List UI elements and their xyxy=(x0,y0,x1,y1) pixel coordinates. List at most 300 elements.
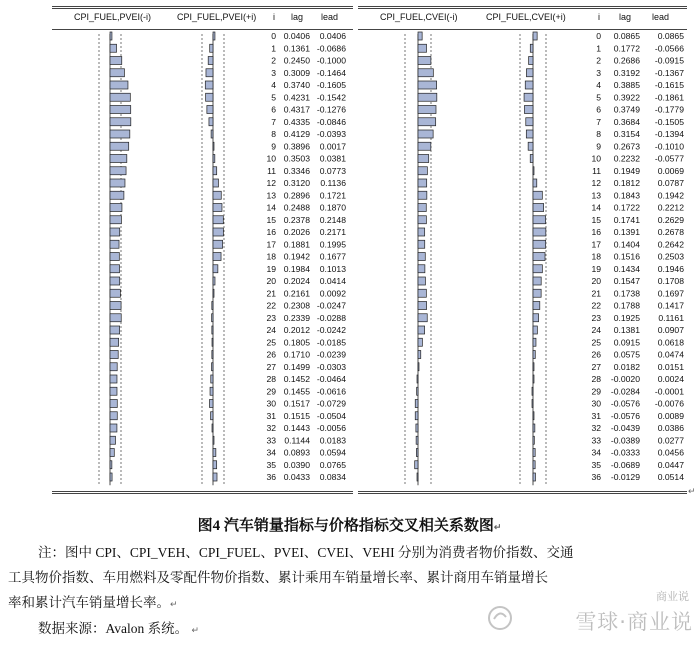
lag-bar xyxy=(418,142,431,150)
lag-index-label: 34 xyxy=(591,447,601,458)
lag-index-label: 32 xyxy=(266,423,276,433)
lag-value-label: 0.1710 xyxy=(283,349,310,360)
lag-bar xyxy=(110,387,117,395)
lead-value-label: -0.0464 xyxy=(316,374,346,384)
lead-value-label: 0.0277 xyxy=(657,435,684,446)
lag-value-label: 0.3749 xyxy=(613,104,640,115)
lead-bar xyxy=(213,167,217,175)
lead-value-label: 0.2148 xyxy=(319,214,346,225)
lead-value-label: -0.0915 xyxy=(654,55,684,66)
lag-bar xyxy=(418,216,426,224)
lead-bar xyxy=(207,106,213,114)
lead-value-label: -0.0616 xyxy=(316,386,346,397)
lag-bar xyxy=(110,277,120,285)
lag-index-label: 5 xyxy=(271,92,276,103)
lag-index-label: 30 xyxy=(591,398,601,409)
lag-index-label: 2 xyxy=(271,55,276,66)
lag-index-label: 4 xyxy=(271,80,276,90)
lead-bar xyxy=(533,449,535,457)
lag-bar xyxy=(416,424,418,432)
lag-index-label: 13 xyxy=(591,190,601,201)
lag-index-label: 0 xyxy=(271,31,276,41)
lag-bar xyxy=(417,375,418,383)
lag-bar xyxy=(418,69,433,77)
lag-index-label: 33 xyxy=(266,435,276,446)
lag-bar xyxy=(110,44,117,52)
lead-value-label: 0.0386 xyxy=(657,423,684,433)
lead-bar xyxy=(533,363,534,371)
lag-bar xyxy=(110,93,130,101)
lead-value-label: -0.1861 xyxy=(654,92,684,103)
lag-bar xyxy=(418,167,427,175)
lead-bar xyxy=(211,412,213,420)
lag-value-label: 0.4317 xyxy=(283,104,310,115)
lead-value-label: 0.0447 xyxy=(657,459,684,470)
lead-bar xyxy=(211,375,213,383)
lag-value-label: 0.2686 xyxy=(613,55,640,66)
lead-value-label: -0.1367 xyxy=(654,67,684,78)
lag-index-label: 5 xyxy=(596,92,601,103)
lag-index-label: 14 xyxy=(591,202,601,213)
lead-value-label: 0.0618 xyxy=(657,337,684,348)
lead-value-label: 0.1136 xyxy=(320,178,346,188)
lag-bar xyxy=(110,69,124,77)
lead-value-label: -0.1605 xyxy=(316,80,346,90)
lead-bar xyxy=(533,253,545,261)
lead-bar xyxy=(213,277,215,285)
lag-bar xyxy=(110,81,128,89)
lead-bar xyxy=(533,302,540,310)
lag-index-label: 11 xyxy=(267,165,276,176)
lag-value-label: 0.2024 xyxy=(283,276,310,286)
lead-bar xyxy=(213,204,222,212)
header-plot-lead: CPI_FUEL,CVEI(+i) xyxy=(486,12,566,22)
lag-bar xyxy=(110,216,121,224)
lead-bar xyxy=(530,44,533,52)
bottom-rule-1 xyxy=(358,491,687,492)
lag-value-label: 0.1772 xyxy=(613,43,640,54)
lead-bar xyxy=(524,93,533,101)
lead-value-label: -0.0303 xyxy=(316,361,346,372)
lead-value-label: 0.0151 xyxy=(657,361,684,372)
lead-bar xyxy=(212,351,213,359)
lag-bar xyxy=(418,363,419,371)
lead-bar xyxy=(206,93,213,101)
lag-index-label: 25 xyxy=(591,337,601,348)
lag-index-label: 18 xyxy=(591,251,601,262)
lead-value-label: 0.0183 xyxy=(319,435,346,446)
lag-value-label: 0.2026 xyxy=(283,227,310,237)
lead-value-label: 0.0089 xyxy=(657,410,684,421)
lead-value-label: 0.1870 xyxy=(319,202,346,213)
lag-bar xyxy=(418,277,425,285)
paragraph-mark: ↵ xyxy=(493,522,502,532)
lead-bar xyxy=(533,179,537,187)
lag-bar xyxy=(110,179,125,187)
lead-value-label: 0.2642 xyxy=(657,239,684,250)
lag-value-label: 0.1404 xyxy=(613,239,640,250)
lead-bar xyxy=(533,228,546,236)
lead-bar xyxy=(533,338,536,346)
lag-value-label: 0.0406 xyxy=(283,31,310,41)
lag-bar xyxy=(110,400,117,408)
lead-bar xyxy=(526,130,533,138)
lead-value-label: -0.1505 xyxy=(654,116,684,127)
lead-bar xyxy=(212,338,213,346)
lead-bar xyxy=(530,155,533,163)
lag-value-label: -0.0284 xyxy=(610,386,640,397)
lag-index-label: 9 xyxy=(596,141,601,152)
lead-value-label: -0.0247 xyxy=(316,300,346,311)
header-plot-lag: CPI_FUEL,CVEI(-i) xyxy=(380,12,458,22)
lead-value-label: 0.1995 xyxy=(319,239,346,250)
lag-index-label: 19 xyxy=(591,263,601,274)
lag-index-label: 23 xyxy=(266,312,276,323)
lead-bar xyxy=(526,118,533,126)
lag-bar xyxy=(418,130,433,138)
lead-bar xyxy=(532,400,533,408)
lag-value-label: 0.3009 xyxy=(283,67,310,78)
lead-bar xyxy=(213,436,214,444)
lag-value-label: 0.0575 xyxy=(613,349,640,360)
lag-value-label: 0.3192 xyxy=(613,67,640,78)
lag-bar xyxy=(418,351,421,359)
lead-bar xyxy=(533,461,535,469)
lag-index-label: 1 xyxy=(596,43,601,54)
lag-value-label: 0.1381 xyxy=(613,325,640,335)
lag-index-label: 16 xyxy=(591,227,601,237)
lag-index-label: 29 xyxy=(591,386,601,397)
lag-value-label: 0.1516 xyxy=(613,251,640,262)
lag-value-label: 0.0865 xyxy=(613,31,640,41)
lag-index-label: 35 xyxy=(266,459,276,470)
paragraph-mark: ↵ xyxy=(191,625,200,635)
lag-index-label: 14 xyxy=(266,202,276,213)
lead-value-label: -0.1394 xyxy=(654,129,684,139)
lead-bar xyxy=(212,424,213,432)
lag-index-label: 3 xyxy=(596,67,601,78)
lead-value-label: 0.0787 xyxy=(657,178,684,188)
lead-value-label: 0.0456 xyxy=(657,447,684,458)
lag-index-label: 28 xyxy=(591,374,601,384)
lag-bar xyxy=(418,289,426,297)
lead-value-label: 0.0381 xyxy=(319,153,346,164)
lead-value-label: -0.0577 xyxy=(654,153,684,164)
lag-bar xyxy=(418,253,425,261)
lead-value-label: -0.0056 xyxy=(316,423,346,433)
note-line-1: 注：图中 CPI、CPI_VEH、CPI_FUEL、PVEI、CVEI、VEHI 分别为消费者物价指数、交通 xyxy=(38,545,574,560)
lag-index-label: 23 xyxy=(591,312,601,323)
lag-bar xyxy=(110,326,120,334)
lag-value-label: -0.0020 xyxy=(610,374,640,384)
bottom-rule-2 xyxy=(358,493,687,494)
lag-bar xyxy=(110,240,119,248)
lead-bar xyxy=(526,69,533,77)
lag-value-label: -0.0689 xyxy=(610,459,640,470)
lag-value-label: 0.0433 xyxy=(283,472,310,482)
lag-value-label: 0.3740 xyxy=(283,80,310,90)
lag-index-label: 22 xyxy=(591,300,601,311)
lag-index-label: 10 xyxy=(266,153,276,164)
header-lag: lag xyxy=(619,12,632,22)
lag-bar xyxy=(418,93,437,101)
header-plot-lag: CPI_FUEL,PVEI(-i) xyxy=(74,12,152,22)
lead-bar xyxy=(213,32,215,40)
lag-value-label: 0.1517 xyxy=(283,398,310,409)
lead-value-label: -0.1276 xyxy=(316,104,346,115)
lead-bar xyxy=(210,44,213,52)
lag-value-label: 0.0182 xyxy=(613,361,640,372)
lag-value-label: 0.0893 xyxy=(283,447,310,458)
lead-value-label: -0.0076 xyxy=(654,398,684,409)
lead-bar xyxy=(533,204,544,212)
lag-value-label: 0.2488 xyxy=(283,202,310,213)
lag-bar xyxy=(418,338,422,346)
bottom-rule-1 xyxy=(52,491,353,492)
lead-bar xyxy=(213,179,218,187)
lead-bar xyxy=(529,57,533,65)
lag-index-label: 31 xyxy=(591,410,601,421)
correlogram-panel-right xyxy=(358,4,687,496)
lag-index-label: 27 xyxy=(591,361,601,372)
lag-value-label: 0.1499 xyxy=(283,361,310,372)
lag-value-label: 0.3684 xyxy=(613,116,640,127)
lag-index-label: 36 xyxy=(591,472,601,482)
lag-index-label: 26 xyxy=(266,349,276,360)
lead-bar xyxy=(213,265,218,273)
lead-value-label: 0.0092 xyxy=(319,288,346,299)
lead-value-label: -0.0686 xyxy=(316,43,346,54)
lag-bar xyxy=(110,289,120,297)
lead-bar xyxy=(212,314,213,322)
lag-value-label: -0.0129 xyxy=(610,472,640,482)
lead-bar xyxy=(213,155,215,163)
header-lead: lead xyxy=(652,12,670,22)
lag-bar xyxy=(110,265,120,273)
lag-bar xyxy=(416,436,418,444)
lag-bar xyxy=(110,204,122,212)
lag-index-label: 7 xyxy=(596,116,601,127)
lag-bar xyxy=(110,191,124,199)
lead-bar xyxy=(213,228,223,236)
lead-bar xyxy=(524,106,533,114)
lag-value-label: 0.3154 xyxy=(613,129,640,139)
lag-bar xyxy=(418,314,427,322)
lead-value-label: -0.0288 xyxy=(316,312,346,323)
lag-bar xyxy=(418,179,427,187)
lag-bar xyxy=(110,449,114,457)
lag-value-label: -0.0576 xyxy=(610,410,640,421)
lag-bar xyxy=(418,302,427,310)
lag-value-label: 0.1515 xyxy=(283,410,310,421)
lag-index-label: 30 xyxy=(266,398,276,409)
lag-index-label: 36 xyxy=(266,472,276,482)
lag-bar xyxy=(110,461,112,469)
lead-value-label: -0.0846 xyxy=(316,116,346,127)
lag-bar xyxy=(418,118,436,126)
lag-bar xyxy=(418,326,425,334)
lag-value-label: 0.3120 xyxy=(283,178,310,188)
lag-bar xyxy=(110,130,130,138)
lag-index-label: 6 xyxy=(271,104,276,115)
lead-bar xyxy=(533,375,534,383)
lag-index-label: 19 xyxy=(266,263,276,274)
lag-bar xyxy=(417,387,418,395)
lag-value-label: 0.1547 xyxy=(613,276,640,286)
figure-caption xyxy=(0,514,699,535)
lead-value-label: -0.0239 xyxy=(316,349,346,360)
lag-index-label: 15 xyxy=(591,214,601,225)
lead-value-label: 0.0773 xyxy=(319,165,346,176)
lag-index-label: 18 xyxy=(266,251,276,262)
lead-bar xyxy=(213,461,217,469)
lead-bar xyxy=(205,81,213,89)
lag-value-label: -0.0333 xyxy=(610,447,640,458)
lag-bar xyxy=(418,240,425,248)
lead-value-label: 0.0514 xyxy=(657,472,684,482)
lag-bar xyxy=(110,314,121,322)
lag-bar xyxy=(110,412,117,420)
lead-value-label: 0.2629 xyxy=(657,214,684,225)
lag-value-label: 0.2378 xyxy=(283,214,310,225)
lag-value-label: 0.2232 xyxy=(613,153,640,164)
lag-index-label: 6 xyxy=(596,104,601,115)
lag-bar xyxy=(110,473,112,481)
lag-index-label: 17 xyxy=(591,239,601,250)
lag-index-label: 2 xyxy=(596,55,601,66)
lead-value-label: -0.0185 xyxy=(316,337,346,348)
lag-value-label: 0.4129 xyxy=(283,129,310,139)
lag-bar xyxy=(415,412,418,420)
lag-value-label: 0.4335 xyxy=(283,116,310,127)
lead-value-label: 0.0865 xyxy=(657,31,684,41)
lag-index-label: 24 xyxy=(591,325,601,335)
lead-bar xyxy=(533,32,537,40)
correlogram-right-svg xyxy=(358,4,687,496)
correlogram-panel-left xyxy=(52,4,353,496)
lead-value-label: 0.1677 xyxy=(319,251,346,262)
lag-value-label: 0.1144 xyxy=(284,435,310,446)
lag-bar xyxy=(110,363,117,371)
lag-index-label: 21 xyxy=(266,288,276,299)
lag-value-label: 0.1455 xyxy=(283,386,310,397)
paragraph-mark: ↵ xyxy=(688,486,696,496)
note-line-2: 工具物价指数、车用燃料及零配件物价指数、累计乘用车销量增长率、累计商用车销量增长 xyxy=(8,570,548,585)
lead-bar xyxy=(528,142,533,150)
lead-bar xyxy=(213,191,221,199)
lead-value-label: 0.1417 xyxy=(657,300,684,311)
lag-value-label: 0.3503 xyxy=(283,153,310,164)
lead-bar xyxy=(213,142,214,150)
lag-bar xyxy=(415,400,418,408)
lead-bar xyxy=(533,265,542,273)
lag-bar xyxy=(418,32,422,40)
lead-value-label: 0.1697 xyxy=(657,288,684,299)
lead-value-label: -0.1464 xyxy=(316,67,346,78)
lag-index-label: 8 xyxy=(596,129,601,139)
lead-value-label: 0.1946 xyxy=(657,263,684,274)
lag-value-label: 0.1843 xyxy=(613,190,640,201)
lag-index-label: 33 xyxy=(591,435,601,446)
lag-bar xyxy=(418,81,437,89)
lag-index-label: 17 xyxy=(266,239,276,250)
header-i: i xyxy=(598,12,600,22)
lead-value-label: 0.0834 xyxy=(319,472,346,482)
lead-value-label: 0.1161 xyxy=(658,312,684,323)
lag-index-label: 20 xyxy=(266,276,276,286)
lead-bar xyxy=(210,400,213,408)
lag-bar xyxy=(110,142,129,150)
lag-value-label: 0.1361 xyxy=(283,43,310,54)
lag-value-label: 0.1738 xyxy=(613,288,640,299)
lead-value-label: -0.0504 xyxy=(316,410,346,421)
lag-index-label: 16 xyxy=(266,227,276,237)
lag-value-label: 0.2896 xyxy=(283,190,310,201)
snowball-logo-icon xyxy=(485,604,515,632)
lead-value-label: 0.2503 xyxy=(657,251,684,262)
lag-bar xyxy=(110,338,119,346)
lag-index-label: 3 xyxy=(271,67,276,78)
lag-value-label: 0.3346 xyxy=(283,165,310,176)
lag-value-label: 0.0915 xyxy=(613,337,640,348)
lag-bar xyxy=(110,106,131,114)
lead-bar xyxy=(533,191,542,199)
lag-value-label: 0.1881 xyxy=(283,239,310,250)
lead-bar xyxy=(213,449,216,457)
lead-value-label: -0.1542 xyxy=(316,92,346,103)
lag-bar xyxy=(110,155,127,163)
lead-value-label: -0.1000 xyxy=(316,55,346,66)
lead-bar xyxy=(533,289,541,297)
lead-value-label: -0.0566 xyxy=(654,43,684,54)
lag-index-label: 21 xyxy=(591,288,601,299)
lag-bar xyxy=(110,302,121,310)
lag-index-label: 12 xyxy=(591,178,601,188)
lead-bar xyxy=(206,69,213,77)
lag-bar xyxy=(418,155,429,163)
lag-bar xyxy=(110,32,112,40)
lead-bar xyxy=(533,412,534,420)
lag-index-label: 28 xyxy=(266,374,276,384)
lag-value-label: 0.1812 xyxy=(613,178,640,188)
lead-value-label: 0.2171 xyxy=(319,227,346,237)
lead-bar xyxy=(213,240,223,248)
lag-value-label: 0.0390 xyxy=(283,459,310,470)
lead-bar xyxy=(533,314,539,322)
lag-value-label: 0.1984 xyxy=(283,263,310,274)
lag-bar xyxy=(418,265,425,273)
lag-value-label: 0.1434 xyxy=(613,263,640,274)
lag-index-label: 12 xyxy=(266,178,276,188)
lag-index-label: 4 xyxy=(596,80,601,90)
lag-index-label: 34 xyxy=(266,447,276,458)
lag-value-label: -0.0439 xyxy=(610,423,640,433)
lead-bar xyxy=(210,387,213,395)
lag-value-label: 0.1949 xyxy=(613,165,640,176)
lead-bar xyxy=(533,424,535,432)
lead-bar xyxy=(209,118,213,126)
lead-bar xyxy=(213,253,221,261)
lag-index-label: 7 xyxy=(271,116,276,127)
lead-bar xyxy=(533,277,541,285)
header-i: i xyxy=(273,12,275,22)
lag-index-label: 25 xyxy=(266,337,276,348)
header-lead: lead xyxy=(321,12,339,22)
data-source xyxy=(38,617,199,637)
lag-bar xyxy=(418,44,427,52)
lag-index-label: 22 xyxy=(266,300,276,311)
lag-value-label: 0.1805 xyxy=(283,337,310,348)
